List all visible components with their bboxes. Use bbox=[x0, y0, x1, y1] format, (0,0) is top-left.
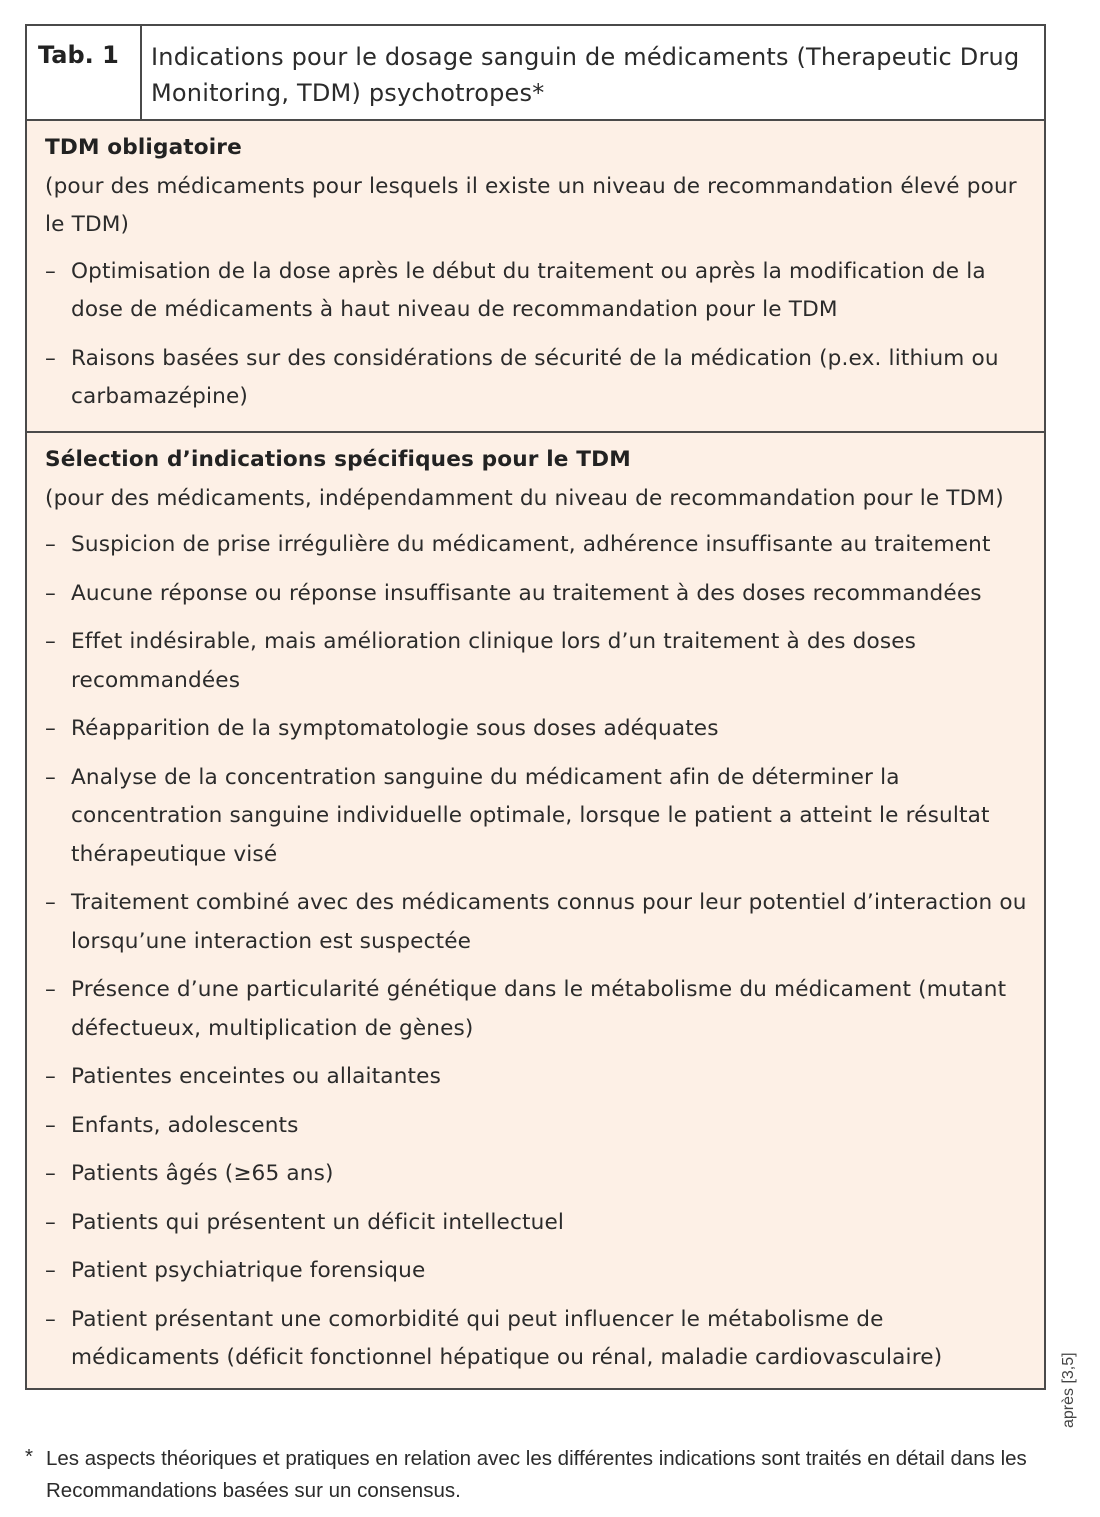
dash-bullet: – bbox=[45, 345, 56, 371]
dash-bullet: – bbox=[45, 1306, 56, 1332]
list-item-text: Patients qui présentent un déficit intellectuel bbox=[71, 1209, 565, 1235]
list-item bbox=[45, 1058, 1034, 1097]
list-item-text: Présence d’une particularité génétique dans le métabolisme du médicament (mutant défectueux, multiplication de gènes) bbox=[71, 977, 1007, 1041]
list-item bbox=[45, 1204, 1034, 1243]
list-item-text: Patientes enceintes ou allaitantes bbox=[71, 1064, 441, 1089]
dash-bullet: – bbox=[45, 629, 56, 654]
section-tdm-obligatoire bbox=[27, 121, 1044, 431]
list-item-text: Effet indésirable, mais amélioration clinique lors d’un traitement à des doses recommandées bbox=[71, 629, 917, 693]
list-item-text: Optimisation de la dose après le début du traitement ou après la modification de la dose de médicaments à haut niveau de recommandation pour le TDM bbox=[71, 258, 986, 322]
dash-bullet: – bbox=[45, 1064, 56, 1089]
table-header bbox=[27, 26, 1044, 121]
footnote bbox=[25, 1443, 1065, 1507]
dash-bullet: – bbox=[45, 580, 56, 606]
list-item bbox=[45, 710, 1034, 749]
dash-bullet: – bbox=[45, 977, 56, 1002]
list-item bbox=[45, 253, 1034, 330]
section-title: TDM obligatoire bbox=[45, 135, 242, 160]
indication-list bbox=[45, 526, 1034, 1378]
list-item-text: Analyse de la concentration sanguine du médicament afin de déterminer la concentration sanguine individuelle optimale, lorsque le patient a atteint le résultat thérapeutique visé bbox=[71, 764, 990, 867]
list-item-text: Traitement combiné avec des médicaments connus pour leur potentiel d’interaction ou lorsqu’une interaction est suspectée bbox=[71, 890, 1027, 954]
indications-table bbox=[25, 24, 1046, 1390]
list-item-text: Enfants, adolescents bbox=[71, 1112, 299, 1138]
list-item bbox=[45, 1301, 1034, 1378]
table-title: Indications pour le dosage sanguin de médicaments (Therapeutic Drug Monitoring, TDM) psychotropes* bbox=[151, 43, 1020, 107]
indication-list bbox=[45, 253, 1034, 417]
dash-bullet: – bbox=[45, 258, 56, 284]
dash-bullet: – bbox=[45, 1258, 56, 1283]
list-item bbox=[45, 971, 1034, 1048]
list-item bbox=[45, 1155, 1034, 1194]
list-item bbox=[45, 575, 1034, 614]
dash-bullet: – bbox=[45, 1161, 56, 1186]
list-item bbox=[45, 526, 1034, 565]
section-title: Sélection d’indications spécifiques pour le TDM bbox=[45, 447, 631, 472]
section-subtitle: (pour des médicaments pour lesquels il existe un niveau de recommandation élevé pour le TDM) bbox=[45, 173, 1017, 237]
dash-bullet: – bbox=[45, 1112, 56, 1138]
list-item bbox=[45, 1252, 1034, 1291]
list-item-text: Raisons basées sur des considérations de sécurité de la médication (p.ex. lithium ou carbamazépine) bbox=[71, 345, 999, 409]
list-item-text: Réapparition de la symptomatologie sous doses adéquates bbox=[71, 716, 719, 741]
list-item-text: Aucune réponse ou réponse insuffisante au traitement à des doses recommandées bbox=[71, 580, 982, 606]
dash-bullet: – bbox=[45, 1209, 56, 1235]
footnote-marker: * bbox=[25, 1445, 33, 1468]
list-item bbox=[45, 884, 1034, 961]
dash-bullet: – bbox=[45, 716, 56, 741]
list-item bbox=[45, 759, 1034, 875]
table-label: Tab. 1 bbox=[27, 26, 142, 119]
list-item bbox=[45, 340, 1034, 417]
list-item-text: Patient présentant une comorbidité qui peut influencer le métabolisme de médicaments (déficit fonctionnel hépatique ou rénal, maladie cardiovasculaire) bbox=[71, 1306, 943, 1370]
footnote-text: Les aspects théoriques et pratiques en relation avec les différentes indications sont traités en détail dans les Recommandations basées sur un consensus. bbox=[46, 1447, 1027, 1502]
dash-bullet: – bbox=[45, 764, 56, 790]
list-item bbox=[45, 623, 1034, 700]
dash-bullet: – bbox=[45, 890, 56, 915]
list-item-text: Patient psychiatrique forensique bbox=[71, 1258, 426, 1283]
dash-bullet: – bbox=[45, 532, 56, 557]
source-note: après [3,5] bbox=[1060, 1352, 1077, 1428]
list-item-text: Suspicion de prise irrégulière du médicament, adhérence insuffisante au traitement bbox=[71, 532, 991, 557]
section-indications-specifiques bbox=[27, 431, 1044, 1388]
list-item bbox=[45, 1107, 1034, 1146]
list-item-text: Patients âgés (≥65 ans) bbox=[71, 1161, 334, 1186]
section-subtitle: (pour des médicaments, indépendamment du niveau de recommandation pour le TDM) bbox=[45, 485, 1004, 511]
